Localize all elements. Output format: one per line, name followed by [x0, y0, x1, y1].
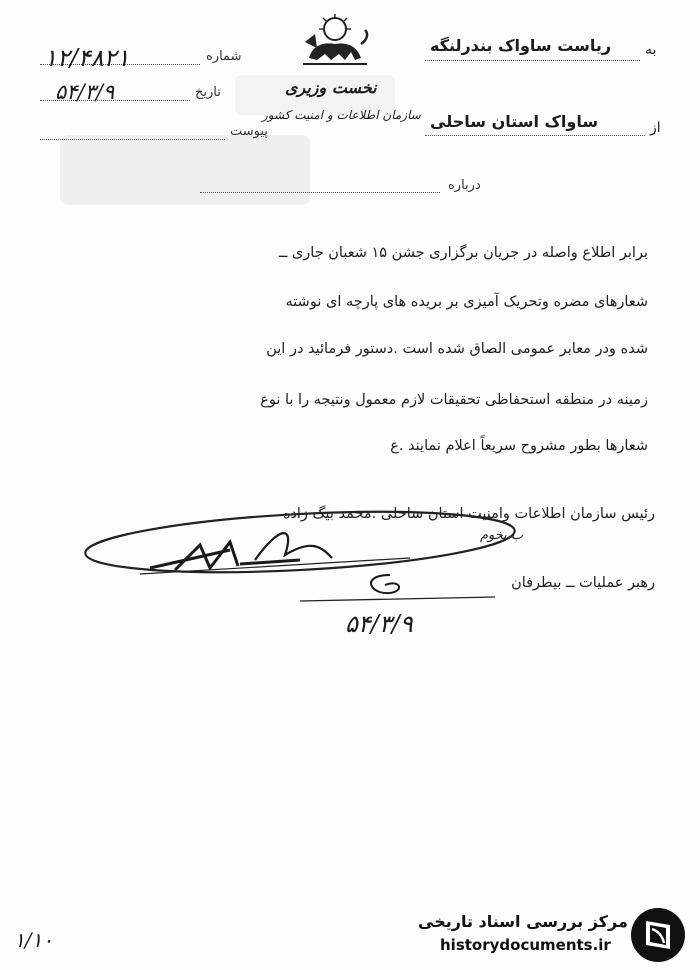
body-line-2: شعارهای مضره وتحریک آمیزی بر بریده های پارچه ای نوشته	[285, 294, 648, 310]
recipient-line	[425, 60, 640, 61]
from-prefix: از	[650, 120, 661, 136]
body-line-5: شعارها بطور مشروح سریعاً اعلام نمایند .ع	[390, 438, 648, 454]
number-label: شماره	[206, 49, 242, 64]
footer-title: مرکز بررسی اسناد تاریخی	[418, 912, 628, 931]
attachment-label: پیوست	[230, 124, 268, 139]
body-line-1: برابر اطلاع واصله در جریان برگزاری جشن ۱۵ شعبان جاری ــ	[278, 245, 648, 261]
to-prefix: به	[645, 42, 657, 58]
sender-line	[425, 135, 645, 136]
faint-stamp-impression	[60, 135, 310, 205]
subject-label: درباره	[448, 178, 481, 193]
organization-name: سازمان اطلاعات و امنیت کشور	[262, 108, 421, 122]
sender-name: ساواک استان ساحلی	[430, 112, 599, 131]
body-line-3: شده ودر معابر عمومی الصاق شده است .دستور فرمائید در این	[266, 341, 648, 357]
number-value: ۱۲/۴۸۲۱	[44, 44, 130, 72]
emblem-title: نخست وزیری	[285, 78, 377, 97]
subject-line	[200, 192, 440, 193]
attachment-line	[40, 139, 225, 140]
signer-initials: ب بخوم	[480, 528, 524, 543]
footer-url: historydocuments.ir	[440, 936, 611, 954]
recipient-name: ریاست ساواک بندرلنگه	[430, 36, 612, 55]
handwritten-date: ۵۴/۳/۹	[345, 610, 413, 638]
operations-line: رهبر عملیات ــ بیطرفان	[511, 575, 655, 591]
date-value: ۵۴/۳/۹	[55, 80, 115, 104]
body-line-4: زمینه در منطقه استحفاظی تحقیقات لازم معمول ونتیجه را با نوع	[260, 392, 648, 408]
date-label: تاریخ	[195, 85, 221, 100]
handwritten-mark-icon	[290, 565, 500, 610]
archive-logo-icon	[628, 905, 688, 965]
lion-and-sun-emblem-icon	[295, 14, 375, 68]
signer-line: رئیس سازمان اطلاعات وامنیت استان ساحلی .محمد بیگ زاده	[282, 506, 655, 522]
page-mark: ۱/۱۰	[14, 928, 53, 952]
